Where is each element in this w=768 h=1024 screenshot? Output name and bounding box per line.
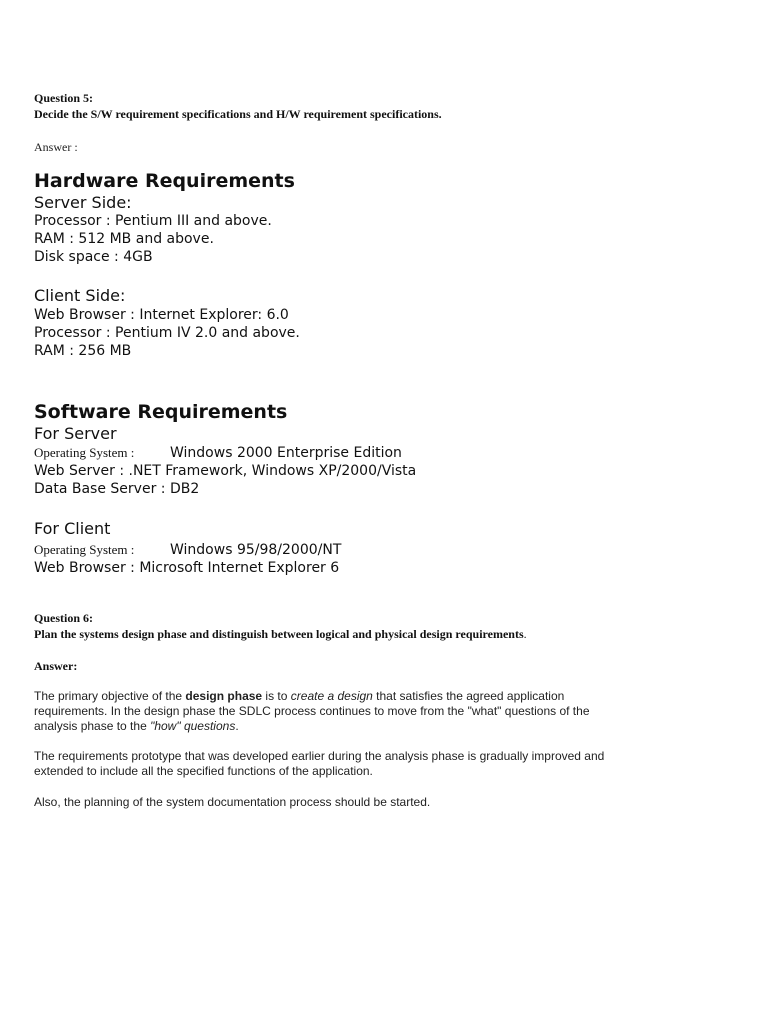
- question-6-text: [34, 626, 744, 642]
- client-ram: RAM : 256 MB: [34, 343, 132, 359]
- question-6-title: Question 6:: [34, 611, 94, 625]
- question-5-block: [34, 90, 734, 122]
- p1-part-c: is to: [262, 689, 291, 703]
- server-side-heading: Server Side:: [34, 193, 132, 212]
- question-6-text-tail: .: [523, 627, 527, 641]
- db-server-line: Data Base Server : DB2: [34, 481, 200, 497]
- hardware-heading: Hardware Requirements: [34, 170, 295, 192]
- p1-design-phase: design phase: [185, 689, 263, 703]
- answer-label-q5: Answer :: [34, 140, 78, 154]
- answer-paragraph-3: Also, the planning of the system documentation process should be started.: [34, 795, 431, 809]
- client-processor: Processor : Pentium IV 2.0 and above.: [34, 325, 300, 341]
- question-5-text: Decide the S/W requirement specifications and H/W requirement specifications.: [34, 107, 442, 121]
- question-6-text-main: Plan the systems design phase and distinguish between logical and physical design requirements: [34, 627, 524, 641]
- question-5-title: Question 5:: [34, 91, 94, 105]
- question-6-block: [34, 610, 744, 642]
- client-os-line: [34, 541, 341, 559]
- server-os-value: Windows 2000 Enterprise Edition: [170, 445, 402, 461]
- server-processor: Processor : Pentium III and above.: [34, 213, 272, 229]
- client-os-label: Operating System :: [34, 542, 135, 557]
- server-side-list: [34, 212, 272, 266]
- for-server-heading: For Server: [34, 424, 117, 443]
- client-browser: Web Browser : Internet Explorer: 6.0: [34, 307, 289, 323]
- for-client-list: [34, 541, 341, 577]
- server-ram: RAM : 512 MB and above.: [34, 231, 214, 247]
- server-os-line: [34, 444, 416, 462]
- for-server-list: [34, 444, 416, 498]
- client-web-browser-line: Web Browser : Microsoft Internet Explorer 6: [34, 560, 340, 576]
- answer-6-body: [34, 689, 634, 810]
- p1-create-a-design: create a design: [290, 689, 373, 703]
- client-side-heading: Client Side:: [34, 286, 126, 305]
- web-server-line: Web Server : .NET Framework, Windows XP/2000/Vista: [34, 463, 417, 479]
- p1-part-e: that satisfies the agreed application requirements. In the design phase the SDLC process continues to move from the "what" questions of the analysis phase to the: [34, 689, 590, 733]
- answer-label-q6: Answer:: [34, 659, 78, 673]
- p1-how-questions: "how" questions: [150, 719, 236, 733]
- answer-paragraph-2: The requirements prototype that was developed earlier during the analysis phase is gradually improved and extended to include all the specified functions of the application.: [34, 749, 605, 778]
- client-side-list: [34, 306, 300, 360]
- server-os-label: Operating System :: [34, 445, 135, 460]
- answer-paragraph-1: [34, 689, 634, 734]
- client-os-value: Windows 95/98/2000/NT: [170, 542, 342, 558]
- p1-part-a: The primary objective of the: [34, 689, 186, 703]
- server-disk: Disk space : 4GB: [34, 249, 153, 265]
- for-client-heading: For Client: [34, 519, 111, 538]
- p1-part-g: .: [235, 719, 239, 733]
- software-heading: Software Requirements: [34, 401, 288, 423]
